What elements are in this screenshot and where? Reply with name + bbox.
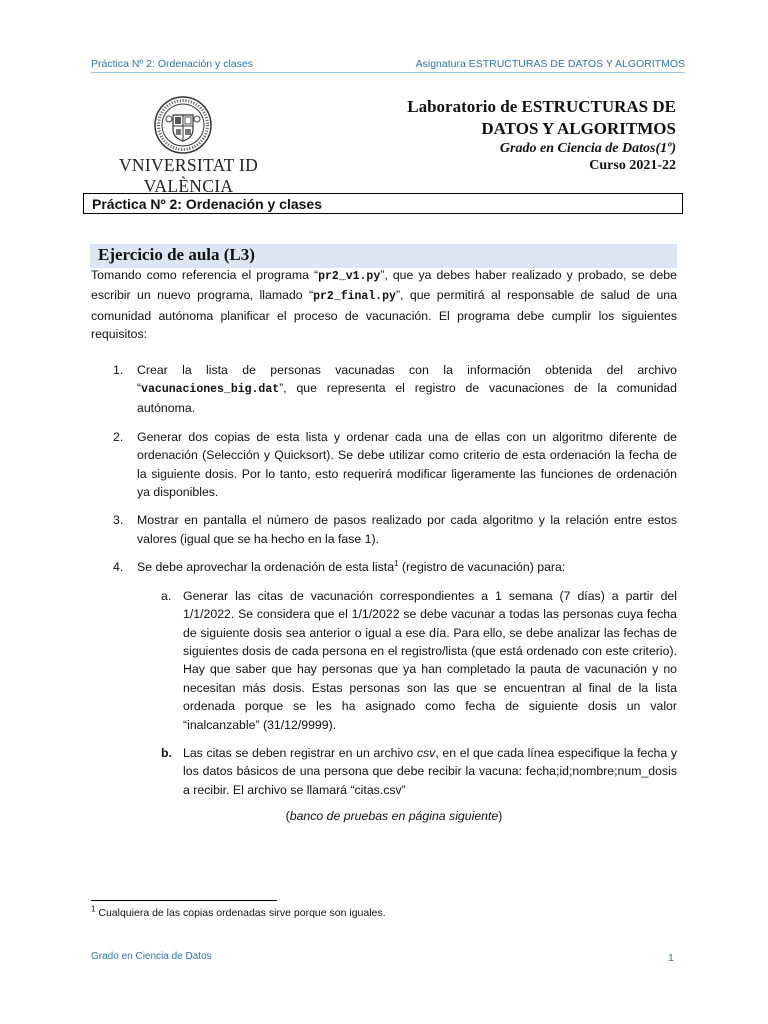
subitem-text: , en el que cada línea especifique la fecha y los datos básicos de una persona que debe recibir la vacuna: fecha;id;nombre;num_dosis a recibir. El archivo se llamará “citas.csv” bbox=[183, 745, 677, 797]
bank-note-text: banco de pruebas en página siguiente bbox=[289, 809, 499, 824]
item-number: 3. bbox=[113, 513, 124, 528]
subitem-text: Las citas se deben registrar en un archivo bbox=[183, 745, 417, 760]
subitem-letter: b. bbox=[161, 745, 172, 760]
lab-title-line2: DATOS Y ALGORITMOS bbox=[481, 119, 676, 138]
footnote-separator bbox=[91, 900, 277, 901]
intro-text-3: ”, que permitirá al responsable de salud de una comunidad autónoma planificar el proceso de vacunación. El programa debe cumplir los siguientes requisitos: bbox=[91, 288, 677, 342]
bank-note bbox=[91, 807, 677, 825]
item-text: Generar dos copias de esta lista y ordenar cada una de ellas con un algoritmo diferente de ordenación (Selección y Quicksort). Se debe utilizar como criterio de esta ordenación la fecha de la siguiente dosis. Por lo tanto, esto requerirá modificar ligeramente las funciones de ordenación ya disponibles. bbox=[137, 429, 677, 500]
bank-note-close: ) bbox=[498, 809, 503, 824]
item-code: vacunaciones_big.dat bbox=[141, 383, 280, 397]
footnote-text: Cualquiera de las copias ordenadas sirve porque son iguales. bbox=[95, 907, 386, 919]
exercise-title: Ejercicio de aula (L3) bbox=[98, 245, 255, 264]
item-text: (registro de vacunación) para: bbox=[398, 560, 566, 575]
item-text: Mostrar en pantalla el número de pasos realizado por cada algoritmo y la relación entre estos valores (igual que se ha hecho en la fase 1). bbox=[137, 513, 677, 546]
footnote bbox=[91, 904, 386, 919]
subitem-letter: a. bbox=[161, 588, 172, 603]
course-year: Curso 2021-22 bbox=[589, 158, 676, 173]
subitem-text: Generar las citas de vacunación correspondientes a 1 semana (7 días) a partir del 1/1/2022. Se considera que el 1/1/2022 se debe vacunar a todas las personas cuya fecha de siguiente dosis sea anterior o igual a ese día. Para ello, se debe analizar las fechas de siguientes dosis de cada persona en el registro/lista (que está ordenado con este criterio). Hay que saber que hay personas que ya han completado la pauta de vacunación y no necesitan más dosis. Estas personas son las que se encuentran al final de la lista ordenada porque se les ha asignado como fecha de siguiente dosis un valor “inalcanzable” (31/12/9999). bbox=[183, 588, 677, 732]
bank-note-open: ( bbox=[285, 809, 290, 824]
lab-title-line1: Laboratorio de ESTRUCTURAS DE bbox=[407, 97, 676, 116]
list-item bbox=[91, 361, 677, 418]
sub-list-item bbox=[91, 587, 677, 734]
intro-code-1: pr2_v1.py bbox=[318, 270, 381, 283]
practica-title: Práctica Nº 2: Ordenación y clases bbox=[83, 193, 683, 214]
header-right: Asignatura ESTRUCTURAS DE DATOS Y ALGORITMOS bbox=[415, 58, 685, 70]
intro-paragraph bbox=[91, 266, 677, 344]
page-number: 1 bbox=[668, 952, 674, 964]
university-logo bbox=[91, 95, 286, 196]
sub-list-item bbox=[91, 744, 677, 799]
item-text: Crear la lista de personas vacunadas con la información obtenida del archivo “ bbox=[137, 362, 677, 396]
university-seal-icon bbox=[153, 95, 213, 155]
header-left: Práctica Nº 2: Ordenación y clases bbox=[91, 58, 253, 70]
degree-name: Grado en Ciencia de Datos(1º) bbox=[499, 141, 676, 156]
list-item bbox=[91, 511, 677, 548]
university-name: VNIVERSITAT ID VALÈNCIA bbox=[118, 155, 259, 196]
intro-text-2: ”, que ya debes haber realizado y probado, se debe escribir un nuevo programa, llamado “ bbox=[91, 268, 677, 303]
item-number: 2. bbox=[113, 429, 124, 444]
subitem-emphasis: csv bbox=[416, 745, 436, 760]
item-number: 1. bbox=[113, 362, 124, 377]
item-text: ”, que representa el registro de vacunaciones de la comunidad autónoma. bbox=[137, 381, 677, 416]
header-rule bbox=[91, 72, 685, 73]
item-number: 4. bbox=[113, 560, 124, 575]
footnote-mark: 1 bbox=[91, 904, 96, 914]
title-block bbox=[346, 96, 676, 174]
intro-code-2: pr2_final.py bbox=[313, 290, 396, 304]
footer-left: Grado en Ciencia de Datos bbox=[91, 951, 212, 962]
document-body bbox=[91, 266, 677, 826]
list-item bbox=[91, 428, 677, 502]
item-text: Se debe aprovechar la ordenación de esta lista bbox=[137, 560, 395, 575]
intro-text-1: Tomando como referencia el programa “ bbox=[91, 268, 319, 282]
list-item bbox=[91, 558, 677, 576]
footnote-ref: 1 bbox=[394, 559, 399, 569]
exercise-heading bbox=[90, 244, 677, 268]
